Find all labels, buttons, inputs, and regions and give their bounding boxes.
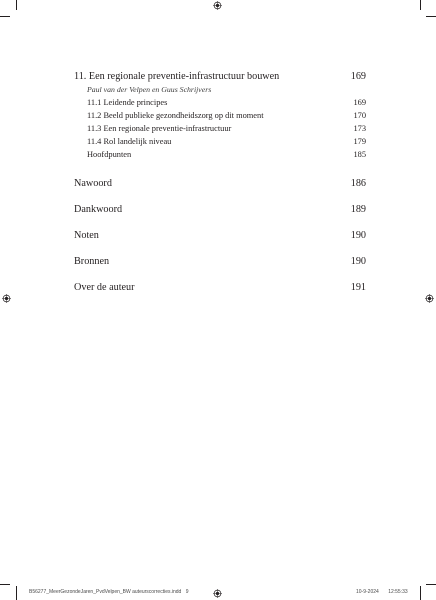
registration-mark-bottom (213, 589, 222, 598)
toc-section-bronnen[interactable] (74, 256, 366, 268)
toc-section-nawoord[interactable] (74, 178, 366, 190)
registration-mark-top (213, 1, 222, 10)
toc-entry-title: Dankwoord (74, 204, 123, 215)
toc-subsection[interactable] (87, 150, 366, 162)
toc-entry-page: 185 (353, 150, 366, 159)
toc-entry-title: 11. Een regionale preventie-infrastructuur bouwen (74, 71, 280, 82)
crop-mark-left-bottom (0, 584, 10, 585)
crop-mark-bottom-left (16, 586, 17, 600)
toc-entry-page: 191 (350, 282, 366, 293)
crop-mark-left-top (0, 16, 10, 17)
toc-section-over-de-auteur[interactable] (74, 282, 366, 294)
registration-mark-left (2, 294, 11, 303)
toc-section-dankwoord[interactable] (74, 204, 366, 216)
toc-entry-title: Over de auteur (74, 282, 135, 293)
toc-entry-page: 189 (350, 204, 366, 215)
toc-entry-title: 11.3 Een regionale preventie-infrastructuur (87, 124, 232, 133)
toc-entry-page: 169 (350, 71, 366, 82)
toc-subsection[interactable] (87, 111, 366, 123)
toc-section-noten[interactable] (74, 230, 366, 242)
slug-date: 10-9-2024 (356, 589, 379, 595)
crop-mark-top-right (420, 0, 421, 10)
toc-subsection[interactable] (87, 124, 366, 136)
toc-entry-title: Hoofdpunten (87, 150, 132, 159)
toc-subsection[interactable] (87, 98, 366, 110)
slug-datetime (356, 589, 408, 595)
crop-mark-right-top (426, 16, 436, 17)
toc-entry-page: 190 (350, 256, 366, 267)
toc-chapter-11[interactable] (74, 71, 366, 83)
crop-mark-right-bottom (426, 584, 436, 585)
toc-entry-title: Bronnen (74, 256, 110, 267)
toc-entry-page: 173 (353, 124, 366, 133)
registration-mark-right (425, 294, 434, 303)
crop-mark-top-left (16, 0, 17, 10)
slug-time: 12:55:33 (388, 589, 408, 595)
toc-entry-page: 179 (353, 137, 366, 146)
toc-entry-title: 11.2 Beeld publieke gezondheidszorg op dit moment (87, 111, 264, 120)
toc-entry-page: 190 (350, 230, 366, 241)
toc-entry-title: 11.1 Leidende principes (87, 98, 168, 107)
toc-entry-title: Nawoord (74, 178, 112, 189)
toc-entry-page: 169 (353, 98, 366, 107)
toc-entry-title: 11.4 Rol landelijk niveau (87, 137, 172, 146)
toc-chapter-authors: Paul van der Velpen en Guus Schrijvers (87, 85, 212, 94)
crop-mark-bottom-right (420, 586, 421, 600)
toc-subsection[interactable] (87, 137, 366, 149)
slug-page-number: 9 (185, 589, 189, 595)
toc-entry-page: 186 (350, 178, 366, 189)
slug-filename (29, 589, 189, 595)
toc-entry-title: Noten (74, 230, 99, 241)
slug-filename-text: B56277_MeerGezondeJaren_PvdVelpen_BW auteurscorrecties.indd (29, 589, 182, 595)
toc-entry-page: 170 (353, 111, 366, 120)
